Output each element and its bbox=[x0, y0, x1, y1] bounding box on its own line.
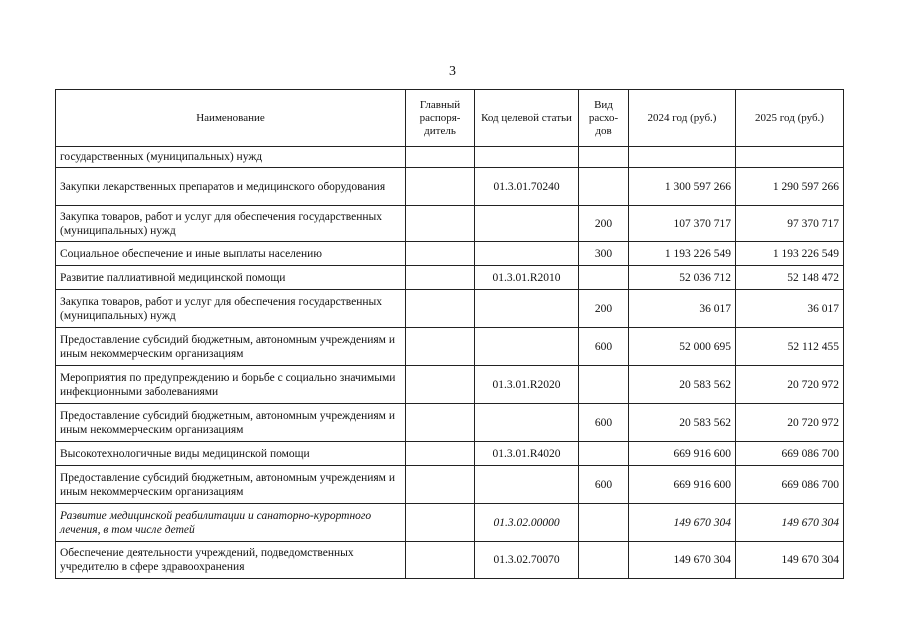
cell-2024: 669 916 600 bbox=[629, 442, 736, 466]
cell-2025: 149 670 304 bbox=[736, 504, 844, 542]
cell-2025: 669 086 700 bbox=[736, 466, 844, 504]
table-row bbox=[56, 404, 844, 442]
header-2024: 2024 год (руб.) bbox=[629, 90, 736, 147]
cell-type bbox=[579, 168, 629, 206]
table-row bbox=[56, 147, 844, 168]
cell-2025: 97 370 717 bbox=[736, 206, 844, 242]
cell-2024: 1 300 597 266 bbox=[629, 168, 736, 206]
cell-2024: 20 583 562 bbox=[629, 366, 736, 404]
cell-name: Развитие медицинской реабилитации и санаторно-курортного лечения, в том числе детей bbox=[56, 504, 406, 542]
cell-2025: 52 148 472 bbox=[736, 266, 844, 290]
cell-code bbox=[475, 206, 579, 242]
cell-code bbox=[475, 290, 579, 328]
cell-type: 200 bbox=[579, 290, 629, 328]
cell-2025: 1 290 597 266 bbox=[736, 168, 844, 206]
table-row bbox=[56, 504, 844, 542]
cell-code: 01.3.01.70240 bbox=[475, 168, 579, 206]
cell-2024: 20 583 562 bbox=[629, 404, 736, 442]
cell-2024: 1 193 226 549 bbox=[629, 242, 736, 266]
cell-2025: 36 017 bbox=[736, 290, 844, 328]
table-row bbox=[56, 266, 844, 290]
cell-code bbox=[475, 147, 579, 168]
cell-manager bbox=[406, 290, 475, 328]
cell-type bbox=[579, 542, 629, 579]
cell-2024: 107 370 717 bbox=[629, 206, 736, 242]
cell-manager bbox=[406, 442, 475, 466]
cell-code bbox=[475, 466, 579, 504]
cell-manager bbox=[406, 466, 475, 504]
cell-name: государственных (муниципальных) нужд bbox=[56, 147, 406, 168]
cell-2024: 149 670 304 bbox=[629, 504, 736, 542]
cell-manager bbox=[406, 504, 475, 542]
cell-name: Закупка товаров, работ и услуг для обеспечения государственных (муниципальных) нужд bbox=[56, 206, 406, 242]
cell-code: 01.3.01.R4020 bbox=[475, 442, 579, 466]
cell-2024: 669 916 600 bbox=[629, 466, 736, 504]
cell-code bbox=[475, 242, 579, 266]
cell-name: Закупка товаров, работ и услуг для обеспечения государственных (муниципальных) нужд bbox=[56, 290, 406, 328]
cell-2024: 149 670 304 bbox=[629, 542, 736, 579]
cell-2025 bbox=[736, 147, 844, 168]
cell-manager bbox=[406, 168, 475, 206]
header-type: Вид расхо-дов bbox=[579, 90, 629, 147]
cell-type: 600 bbox=[579, 466, 629, 504]
cell-2024: 36 017 bbox=[629, 290, 736, 328]
cell-name: Развитие паллиативной медицинской помощи bbox=[56, 266, 406, 290]
header-name: Наименование bbox=[56, 90, 406, 147]
table-row bbox=[56, 366, 844, 404]
cell-code bbox=[475, 404, 579, 442]
table-row bbox=[56, 242, 844, 266]
table-row bbox=[56, 290, 844, 328]
cell-2024: 52 000 695 bbox=[629, 328, 736, 366]
cell-name: Высокотехнологичные виды медицинской помощи bbox=[56, 442, 406, 466]
cell-code: 01.3.02.00000 bbox=[475, 504, 579, 542]
cell-name: Закупки лекарственных препаратов и медицинского оборудования bbox=[56, 168, 406, 206]
cell-manager bbox=[406, 404, 475, 442]
table-row bbox=[56, 542, 844, 579]
cell-name: Социальное обеспечение и иные выплаты населению bbox=[56, 242, 406, 266]
cell-code: 01.3.02.70070 bbox=[475, 542, 579, 579]
cell-manager bbox=[406, 147, 475, 168]
cell-type bbox=[579, 366, 629, 404]
cell-2025: 149 670 304 bbox=[736, 542, 844, 579]
cell-2024: 52 036 712 bbox=[629, 266, 736, 290]
cell-manager bbox=[406, 206, 475, 242]
table-header-row bbox=[56, 90, 844, 147]
cell-name: Предоставление субсидий бюджетным, автономным учреждениям и иным некоммерческим организациям bbox=[56, 328, 406, 366]
cell-manager bbox=[406, 266, 475, 290]
cell-name: Мероприятия по предупреждению и борьбе с социально значимыми инфекционными заболеваниями bbox=[56, 366, 406, 404]
cell-manager bbox=[406, 328, 475, 366]
cell-type: 300 bbox=[579, 242, 629, 266]
header-manager: Главный распоря-дитель bbox=[406, 90, 475, 147]
table-row bbox=[56, 328, 844, 366]
cell-2025: 669 086 700 bbox=[736, 442, 844, 466]
cell-2025: 20 720 972 bbox=[736, 366, 844, 404]
cell-manager bbox=[406, 366, 475, 404]
table-row bbox=[56, 466, 844, 504]
cell-type bbox=[579, 504, 629, 542]
cell-manager bbox=[406, 242, 475, 266]
cell-2024 bbox=[629, 147, 736, 168]
cell-manager bbox=[406, 542, 475, 579]
header-2025: 2025 год (руб.) bbox=[736, 90, 844, 147]
cell-name: Предоставление субсидий бюджетным, автономным учреждениям и иным некоммерческим организациям bbox=[56, 466, 406, 504]
cell-type: 200 bbox=[579, 206, 629, 242]
cell-code: 01.3.01.R2010 bbox=[475, 266, 579, 290]
cell-code: 01.3.01.R2020 bbox=[475, 366, 579, 404]
cell-type bbox=[579, 266, 629, 290]
cell-type bbox=[579, 442, 629, 466]
cell-2025: 52 112 455 bbox=[736, 328, 844, 366]
table-row bbox=[56, 206, 844, 242]
cell-name: Предоставление субсидий бюджетным, автономным учреждениям и иным некоммерческим организациям bbox=[56, 404, 406, 442]
cell-2025: 1 193 226 549 bbox=[736, 242, 844, 266]
cell-name: Обеспечение деятельности учреждений, подведомственных учредителю в сфере здравоохранения bbox=[56, 542, 406, 579]
budget-table bbox=[55, 89, 844, 579]
header-code: Код целевой статьи bbox=[475, 90, 579, 147]
cell-type bbox=[579, 147, 629, 168]
page-number: 3 bbox=[449, 64, 456, 79]
table-row bbox=[56, 442, 844, 466]
cell-type: 600 bbox=[579, 404, 629, 442]
cell-2025: 20 720 972 bbox=[736, 404, 844, 442]
cell-code bbox=[475, 328, 579, 366]
cell-type: 600 bbox=[579, 328, 629, 366]
table-row bbox=[56, 168, 844, 206]
